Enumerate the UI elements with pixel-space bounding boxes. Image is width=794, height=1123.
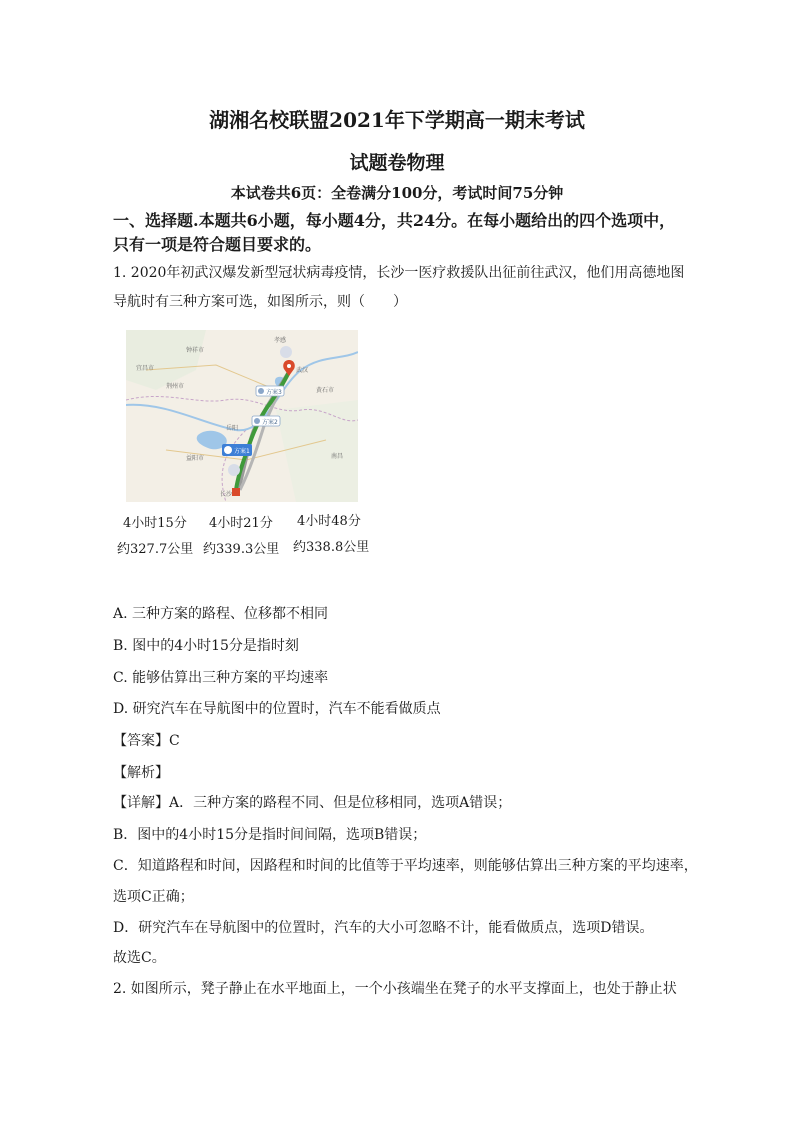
svg-text:方案1: 方案1 — [234, 448, 250, 455]
city-label: 长沙 — [220, 491, 233, 498]
q1-option-d: D. 研究汽车在导航图中的位置时，汽车不能看做质点 — [113, 701, 441, 717]
city-label: 岳阳 — [226, 425, 239, 432]
q1-stem-line2: 导航时有三种方案可选，如图所示，则（ ） — [113, 294, 407, 310]
route3-distance: 约338.8公里 — [293, 540, 370, 555]
svg-text:方案3: 方案3 — [266, 389, 282, 396]
q1-detail-line: 故选C。 — [113, 950, 166, 966]
q1-stem-line1: 1. 2020年初武汉爆发新型冠状病毒疫情，长沙一医疗救援队出征前往武汉，他们用高德地图 — [113, 265, 685, 281]
q1-option-a: A. 三种方案的路程、位移都不相同 — [113, 606, 329, 622]
q1-answer: 【答案】C — [113, 733, 180, 749]
route1-distance: 约327.7公里 — [117, 542, 194, 557]
route-tag-1[interactable] — [222, 444, 252, 456]
route2-time: 4小时21分 — [209, 516, 273, 531]
route3-time: 4小时48分 — [297, 514, 361, 529]
section-heading-line1: 一、选择题.本题共6小题，每小题4分，共24分。在每小题给出的四个选项中， — [113, 211, 676, 230]
q1-analysis-label: 【解析】 — [113, 765, 169, 781]
q1-option-b: B. 图中的4小时15分是指时刻 — [113, 638, 299, 654]
route1-time: 4小时15分 — [123, 516, 187, 531]
city-label: 荆州市 — [166, 383, 185, 390]
city-label: 益阳市 — [186, 455, 205, 462]
route2-distance: 约339.3公里 — [203, 542, 280, 557]
svg-text:方案2: 方案2 — [262, 419, 278, 426]
q1-option-c: C. 能够估算出三种方案的平均速率 — [113, 670, 329, 686]
exam-meta: 本试卷共6页：全卷满分100分，考试时间75分钟 — [230, 184, 564, 202]
section-heading-line2: 只有一项是符合题目要求的。 — [113, 235, 322, 254]
origin-marker — [232, 488, 240, 496]
city-label: 宜昌市 — [136, 365, 155, 372]
route-tag-3[interactable] — [256, 386, 284, 396]
route-tag-2[interactable] — [252, 416, 280, 426]
q1-detail-line: D．研究汽车在导航图中的位置时，汽车的大小可忽略不计，能看做质点，选项D错误。 — [113, 920, 654, 936]
q1-detail-line: B．图中的4小时15分是指时间间隔，选项B错误； — [113, 827, 427, 843]
city-label: 孝感 — [274, 337, 287, 344]
exam-title: 湖湘名校联盟2021年下学期高一期末考试 — [209, 108, 585, 132]
q1-detail-line: 选项C正确； — [113, 889, 194, 905]
city-label: 钟祥市 — [186, 347, 205, 354]
q1-detail-line: 【详解】A．三种方案的路程不同、但是位移相同，选项A错误； — [113, 795, 512, 811]
city-label: 武汉 — [296, 367, 309, 374]
city-label: 黄石市 — [316, 387, 335, 394]
city-label: 南昌 — [331, 453, 344, 460]
map-svg — [126, 330, 358, 502]
q1-detail-line: C．知道路程和时间，因路程和时间的比值等于平均速率，则能够估算出三种方案的平均速率， — [113, 858, 698, 874]
exam-subtitle: 试题卷物理 — [349, 152, 445, 174]
q2-stem-line1: 2. 如图所示，凳子静止在水平地面上，一个小孩端坐在凳子的水平支撑面上，也处于静止状 — [113, 981, 677, 997]
navigation-map-figure — [126, 330, 358, 502]
